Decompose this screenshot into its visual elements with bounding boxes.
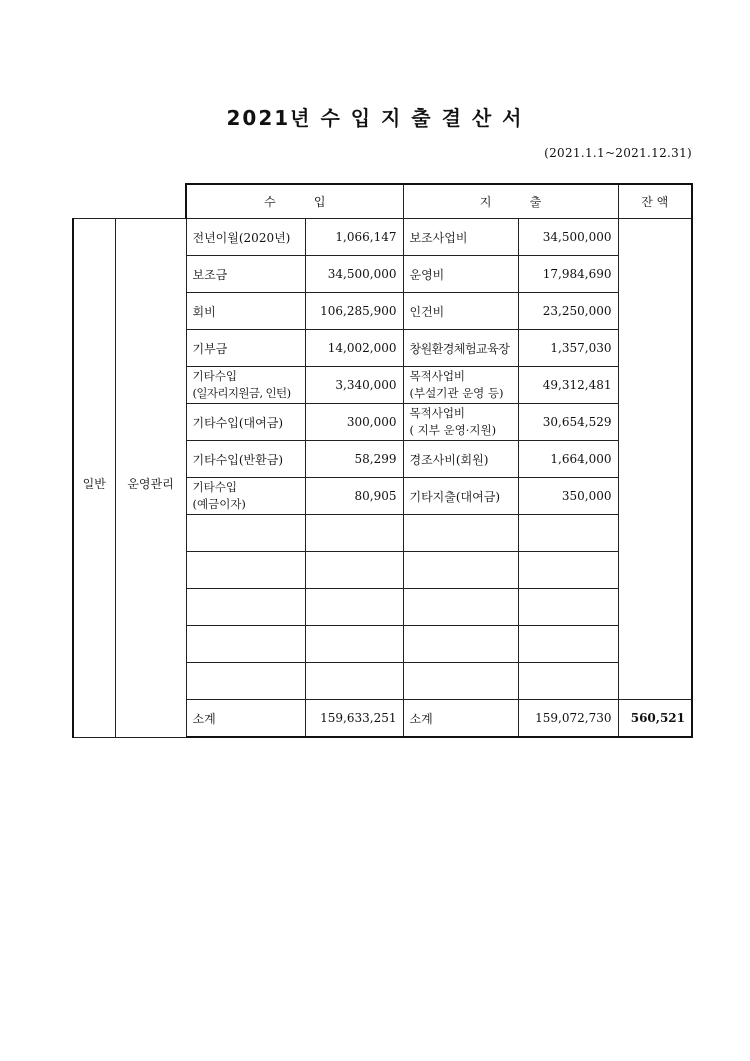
expense-item: 기타지출(대여금) xyxy=(403,478,518,515)
income-item xyxy=(186,478,305,515)
empty-cell xyxy=(186,663,305,700)
empty-cell xyxy=(403,552,518,589)
expense-amount: 23,250,000 xyxy=(518,293,618,330)
income-amount: 106,285,900 xyxy=(305,293,403,330)
empty-cell xyxy=(518,552,618,589)
expense-amount: 49,312,481 xyxy=(518,367,618,404)
income-amount: 58,299 xyxy=(305,441,403,478)
income-item: 기부금 xyxy=(186,330,305,367)
income-amount: 300,000 xyxy=(305,404,403,441)
empty-cell xyxy=(403,626,518,663)
expense-item-line2: ( 지부 운영·지원) xyxy=(409,423,497,437)
income-subtotal-label: 소계 xyxy=(186,700,305,738)
empty-cell xyxy=(403,663,518,700)
income-amount: 34,500,000 xyxy=(305,256,403,293)
balance-blank xyxy=(618,219,692,700)
income-item-line2: (일자리지원금, 인턴) xyxy=(192,386,291,400)
expense-item: 경조사비(회원) xyxy=(403,441,518,478)
expense-amount: 30,654,529 xyxy=(518,404,618,441)
income-item: 전년이월(2020년) xyxy=(186,219,305,256)
empty-cell xyxy=(518,589,618,626)
balance-amount: 560,521 xyxy=(618,700,692,738)
expense-amount: 350,000 xyxy=(518,478,618,515)
income-item xyxy=(186,367,305,404)
expense-item-line1: 목적사업비 xyxy=(409,406,466,420)
income-item: 기타수입(반환금) xyxy=(186,441,305,478)
income-amount: 14,002,000 xyxy=(305,330,403,367)
empty-cell xyxy=(186,515,305,552)
empty-cell xyxy=(186,589,305,626)
expense-item: 보조사업비 xyxy=(403,219,518,256)
empty-cell xyxy=(305,626,403,663)
income-item-line1: 기타수입 xyxy=(192,369,237,383)
expense-item xyxy=(403,367,518,404)
empty-cell xyxy=(305,552,403,589)
empty-cell xyxy=(518,515,618,552)
empty-cell xyxy=(518,663,618,700)
expense-item-line2: (부설기관 운영 등) xyxy=(409,386,504,400)
expense-amount: 17,984,690 xyxy=(518,256,618,293)
subcategory-cell: 운영관리 xyxy=(115,219,186,738)
expense-amount: 34,500,000 xyxy=(518,219,618,256)
expense-amount: 1,357,030 xyxy=(518,330,618,367)
empty-cell xyxy=(305,589,403,626)
income-item-line1: 기타수입 xyxy=(192,480,237,494)
income-header: 수 입 xyxy=(186,184,403,219)
income-amount: 1,066,147 xyxy=(305,219,403,256)
expense-subtotal-label: 소계 xyxy=(403,700,518,738)
expense-item-line1: 목적사업비 xyxy=(409,369,466,383)
empty-cell xyxy=(305,515,403,552)
document-title: 2021년 수 입 지 출 결 산 서 xyxy=(226,106,524,130)
expense-item: 운영비 xyxy=(403,256,518,293)
income-amount: 80,905 xyxy=(305,478,403,515)
empty-cell xyxy=(305,663,403,700)
income-item: 회비 xyxy=(186,293,305,330)
empty-cell xyxy=(186,552,305,589)
income-item-line2: (예금이자) xyxy=(192,497,246,511)
income-subtotal-amount: 159,633,251 xyxy=(305,700,403,738)
header-row xyxy=(73,184,692,219)
empty-cell xyxy=(186,626,305,663)
expense-item: 창원환경체험교육장 xyxy=(403,330,518,367)
empty-cell xyxy=(518,626,618,663)
expense-item: 인건비 xyxy=(403,293,518,330)
settlement-table xyxy=(72,183,693,738)
empty-cell xyxy=(403,589,518,626)
fiscal-period: (2021.1.1~2021.12.31) xyxy=(544,146,692,160)
expense-item xyxy=(403,404,518,441)
income-item: 기타수입(대여금) xyxy=(186,404,305,441)
empty-cell xyxy=(403,515,518,552)
expense-amount: 1,664,000 xyxy=(518,441,618,478)
table-row xyxy=(73,219,692,256)
blank-corner xyxy=(73,184,186,219)
category-cell: 일반 xyxy=(73,219,115,738)
income-item: 보조금 xyxy=(186,256,305,293)
expense-header: 지 출 xyxy=(403,184,618,219)
balance-header: 잔 액 xyxy=(618,184,692,219)
expense-subtotal-amount: 159,072,730 xyxy=(518,700,618,738)
income-amount: 3,340,000 xyxy=(305,367,403,404)
